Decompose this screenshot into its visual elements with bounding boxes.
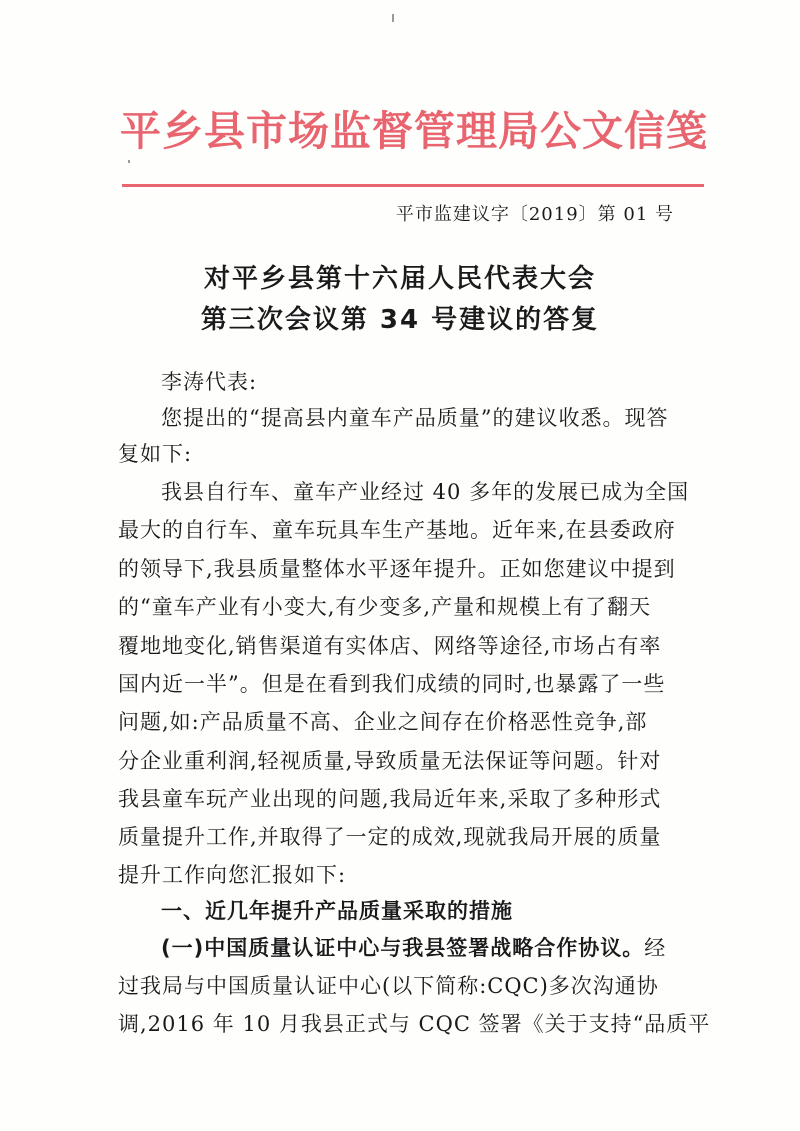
letterhead-rule — [122, 184, 704, 187]
body-line: 过我局与中国质量认证中心(以下简称:CQC)多次沟通协 — [118, 974, 659, 998]
scan-speck — [392, 14, 394, 22]
body-line: 您提出的“提高县内童车产品质量”的建议收悉。现答 — [161, 406, 669, 430]
subsection-heading: (一)中国质量认证中心与我县签署战略合作协议。 — [161, 936, 645, 960]
body-line: 提升工作向您汇报如下: — [118, 863, 347, 887]
body-line: 调,2016 年 10 月我县正式与 CQC 签署《关于支持“品质平 — [118, 1012, 711, 1036]
salutation: 李涛代表: — [161, 370, 258, 394]
body-line: 复如下: — [118, 442, 193, 466]
document-title-line-1: 对平乡县第十六届人民代表大会 — [203, 264, 596, 294]
letterhead-title: 平乡县市场监督管理局公文信笺 — [120, 107, 708, 155]
document-number: 平市监建议字〔2019〕第 01 号 — [395, 204, 674, 225]
document-title-line-2: 第三次会议第 34 号建议的答复 — [200, 305, 600, 335]
body-line: 的领导下,我县质量整体水平逐年提升。正如您建议中提到 — [118, 557, 676, 581]
body-line: 最大的自行车、童车玩具车生产基地。近年来,在县委政府 — [118, 518, 676, 542]
body-line: 的“童车产业有小变大,有少变多,产量和规模上有了翻天 — [118, 595, 652, 619]
subsection-text: 经 — [644, 936, 667, 960]
body-line: 问题,如:产品质量不高、企业之间存在价格恶性竞争,部 — [118, 710, 648, 734]
body-line: 我县童车玩产业出现的问题,我局近年来,采取了多种形式 — [118, 787, 662, 811]
body-line: 覆地地变化,销售渠道有实体店、网络等途径,市场占有率 — [118, 634, 662, 658]
subsection-line — [161, 932, 666, 962]
body-line: 分企业重利润,轻视质量,导致质量无法保证等问题。针对 — [118, 749, 662, 773]
body-line: 国内近一半”。但是在看到我们成绩的同时,也暴露了一些 — [118, 672, 666, 696]
section-heading: 一、近几年提升产品质量采取的措施 — [161, 899, 513, 923]
body-line: 质量提升工作,并取得了一定的成效,现就我局开展的质量 — [118, 825, 662, 849]
body-line: 我县自行车、童车产业经过 40 多年的发展已成为全国 — [161, 480, 690, 504]
scan-speck — [128, 160, 130, 163]
